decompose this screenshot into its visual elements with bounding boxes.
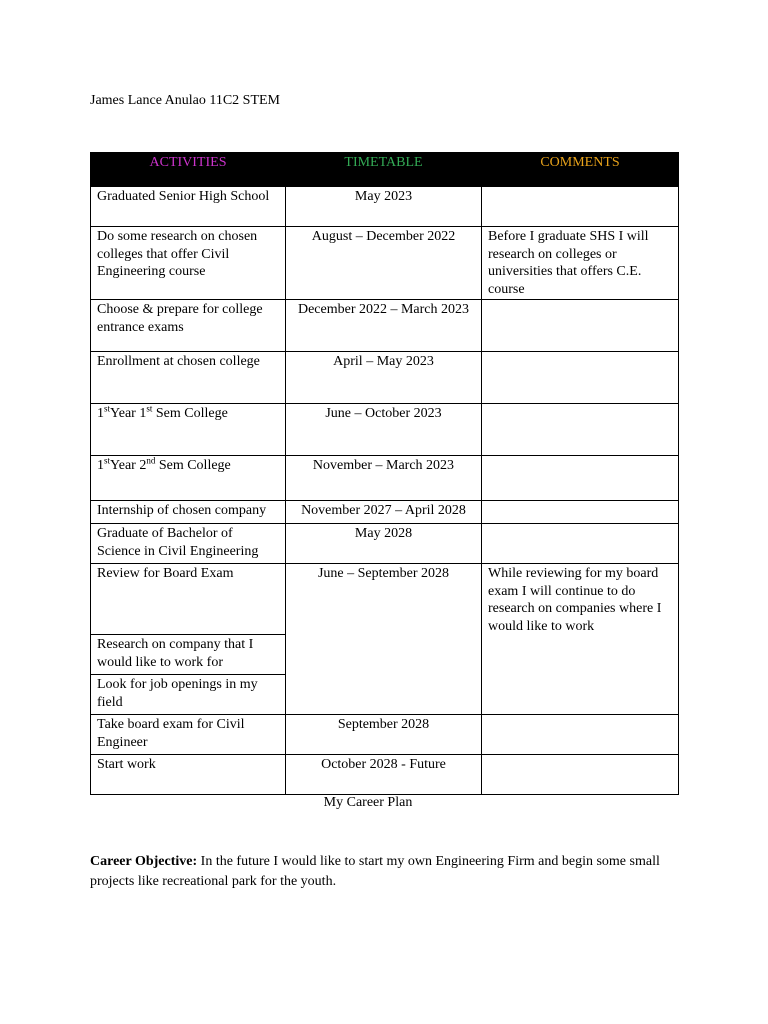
header-activities: ACTIVITIES [91,153,286,187]
activity-cell: Look for job openings in my field [91,675,286,715]
activity-cell: Do some research on chosen colleges that offer Civil Engineering course [91,227,286,300]
activity-cell: Start work [91,755,286,795]
activity-text-b: Year 1 [110,406,147,421]
timetable-cell: June – September 2028 [286,564,482,715]
career-plan-table [90,152,679,795]
activity-text-c: Sem College [152,406,228,421]
comment-cell [482,524,679,564]
table-row [91,715,679,755]
activity-sup-2: nd [146,455,156,466]
timetable-cell: November – March 2023 [286,456,482,501]
timetable-cell: December 2022 – March 2023 [286,300,482,352]
activity-text-b: Year 2 [110,458,147,473]
comment-cell [482,187,679,227]
activity-text-a: 1 [97,458,104,473]
activity-text-c: Sem College [155,458,231,473]
table-row [91,501,679,524]
activity-cell [91,456,286,501]
timetable-cell: November 2027 – April 2028 [286,501,482,524]
activity-sup-1: st [104,403,111,414]
table-row [91,300,679,352]
comment-cell [482,456,679,501]
activity-cell: Take board exam for Civil Engineer [91,715,286,755]
author-line: James Lance Anulao 11C2 STEM [90,93,281,108]
timetable-cell: August – December 2022 [286,227,482,300]
activity-text-a: 1 [97,406,104,421]
header-comments: COMMENTS [482,153,679,187]
table-row [91,456,679,501]
activity-cell: Choose & prepare for college entrance exams [91,300,286,352]
comment-cell [482,715,679,755]
career-objective [90,852,680,892]
comment-cell [482,352,679,404]
activity-cell: Review for Board Exam [91,564,286,635]
objective-label: Career Objective: [90,854,198,869]
activity-cell: Graduated Senior High School [91,187,286,227]
header-timetable: TIMETABLE [286,153,482,187]
table-row [91,404,679,456]
comment-cell [482,755,679,795]
activity-cell: Internship of chosen company [91,501,286,524]
activity-cell: Research on company that I would like to work for [91,635,286,675]
activity-cell: Graduate of Bachelor of Science in Civil Engineering [91,524,286,564]
activity-cell [91,404,286,456]
table-caption: My Career Plan [323,795,413,810]
comment-cell [482,501,679,524]
activity-sup-2: st [146,403,153,414]
table-row [91,227,679,300]
timetable-cell: June – October 2023 [286,404,482,456]
comment-cell: Before I graduate SHS I will research on colleges or universities that offers C.E. course [482,227,679,300]
timetable-cell: April – May 2023 [286,352,482,404]
table-row [91,564,679,635]
comment-cell [482,300,679,352]
comment-cell: While reviewing for my board exam I will continue to do research on companies where I would like to work [482,564,679,715]
timetable-cell: May 2023 [286,187,482,227]
table-header-row [91,153,679,187]
table-row [91,755,679,795]
comment-cell [482,404,679,456]
activity-sup-1: st [104,455,111,466]
table-row [91,524,679,564]
activity-cell: Enrollment at chosen college [91,352,286,404]
timetable-cell: October 2028 - Future [286,755,482,795]
objective-text: In the future I would like to start my own Engineering Firm and begin some small projects like recreational park for the youth. [90,854,660,889]
timetable-cell: September 2028 [286,715,482,755]
table-row [91,187,679,227]
table-row [91,352,679,404]
timetable-cell: May 2028 [286,524,482,564]
